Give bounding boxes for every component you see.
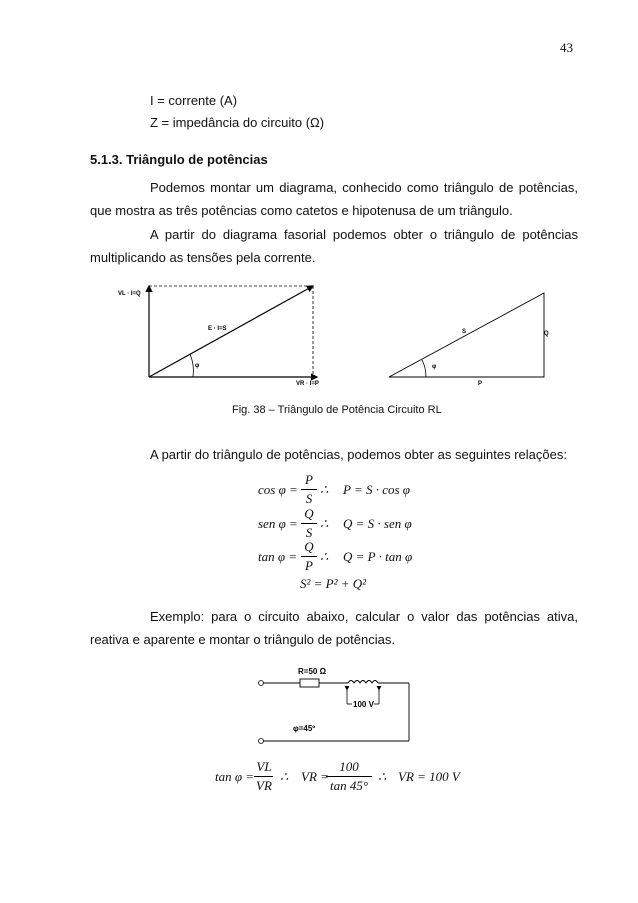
example-line2: reativa e aparente e montar o triângulo de potências.	[90, 632, 395, 647]
terminal-top	[259, 681, 264, 686]
voltage-label: 100 V	[353, 700, 374, 709]
therefore-symbol: ∴	[320, 549, 329, 564]
formula-sen-rhs: Q = S · sen φ	[343, 516, 412, 531]
fraction-bar	[254, 776, 273, 777]
phi-label-right: φ	[432, 364, 437, 370]
fraction-bar	[326, 776, 372, 777]
formula-sen-lhs: sen φ =	[258, 516, 298, 531]
s-label: S	[462, 329, 467, 335]
definition-current: I = corrente (A)	[150, 93, 238, 108]
phi-label-left: φ	[195, 363, 200, 369]
p-label: P	[478, 381, 483, 387]
final-frac1-num: VL	[256, 759, 272, 774]
e-phasor-arrow	[149, 286, 313, 377]
formula-cos-rhs: P = S · cos φ	[343, 482, 410, 497]
therefore-symbol: ∴	[320, 516, 329, 531]
paragraph1-line1: Podemos montar um diagrama, conhecido como triângulo de potências,	[150, 180, 578, 195]
formula-cos-den: S	[305, 491, 313, 506]
formula-tan-num: Q	[304, 539, 314, 554]
vr-label: VR · I=P	[296, 381, 319, 387]
final-frac2-num: 100	[339, 759, 359, 774]
fraction-bar	[301, 556, 317, 557]
formula-cos-lhs: cos φ =	[258, 482, 298, 497]
power-triangle	[389, 293, 544, 377]
formula-sen-den: S	[305, 525, 313, 540]
final-lhs: tan φ =	[215, 769, 255, 784]
page-number: 43	[560, 40, 573, 55]
final-result: VR = 100 V	[398, 769, 460, 784]
final-frac1-den: VR	[256, 778, 272, 793]
phi-arc-left	[190, 354, 193, 377]
formula-tan-lhs: tan φ =	[258, 549, 298, 564]
formula-tan-rhs: Q = P · tan φ	[343, 549, 413, 564]
resistor-label: R=50 Ω	[298, 667, 326, 676]
resistor	[300, 679, 319, 687]
therefore-symbol: ∴	[320, 482, 329, 497]
formula-sen-num: Q	[304, 506, 314, 521]
paragraph1-line2: que mostra as três potências como catetos e hipotenusa de um triângulo.	[90, 203, 513, 218]
final-frac2-den: tan 45°	[329, 778, 369, 793]
power-triangle-figure	[100, 278, 560, 393]
inductor-coil	[348, 681, 378, 684]
fraction-bar	[301, 523, 317, 524]
terminal-bottom	[259, 739, 264, 744]
relations-intro: A partir do triângulo de potências, podemos obter as seguintes relações:	[150, 447, 567, 462]
section-title: 5.1.3. Triângulo de potências	[90, 152, 268, 167]
paragraph2-line1: A partir do diagrama fasorial podemos obter o triângulo de potências	[150, 227, 578, 242]
fraction-bar	[301, 489, 317, 490]
therefore-symbol: ∴	[280, 769, 289, 784]
figure-caption: Fig. 38 – Triângulo de Potência Circuito RL	[232, 404, 442, 416]
vl-label: VL · I=Q	[118, 291, 141, 297]
phi-arc-right	[422, 360, 426, 377]
formula-pythagoras: S² = P² + Q²	[300, 576, 367, 591]
paragraph2-line2: multiplicando as tensões pela corrente.	[90, 250, 316, 265]
rl-circuit-diagram	[250, 660, 420, 745]
example-line1: Exemplo: para o circuito abaixo, calcular o valor das potências ativa,	[150, 609, 578, 624]
final-vr-eq: VR =	[301, 769, 329, 784]
formula-cos-num: P	[305, 472, 313, 487]
phase-angle-label: φ=45º	[293, 724, 316, 733]
definition-impedance: Z = impedância do circuito (Ω)	[150, 115, 325, 130]
q-label: Q	[544, 331, 549, 337]
ei-label: E · I=S	[208, 326, 227, 332]
formula-tan-den: P	[305, 558, 313, 573]
therefore-symbol: ∴	[378, 769, 387, 784]
